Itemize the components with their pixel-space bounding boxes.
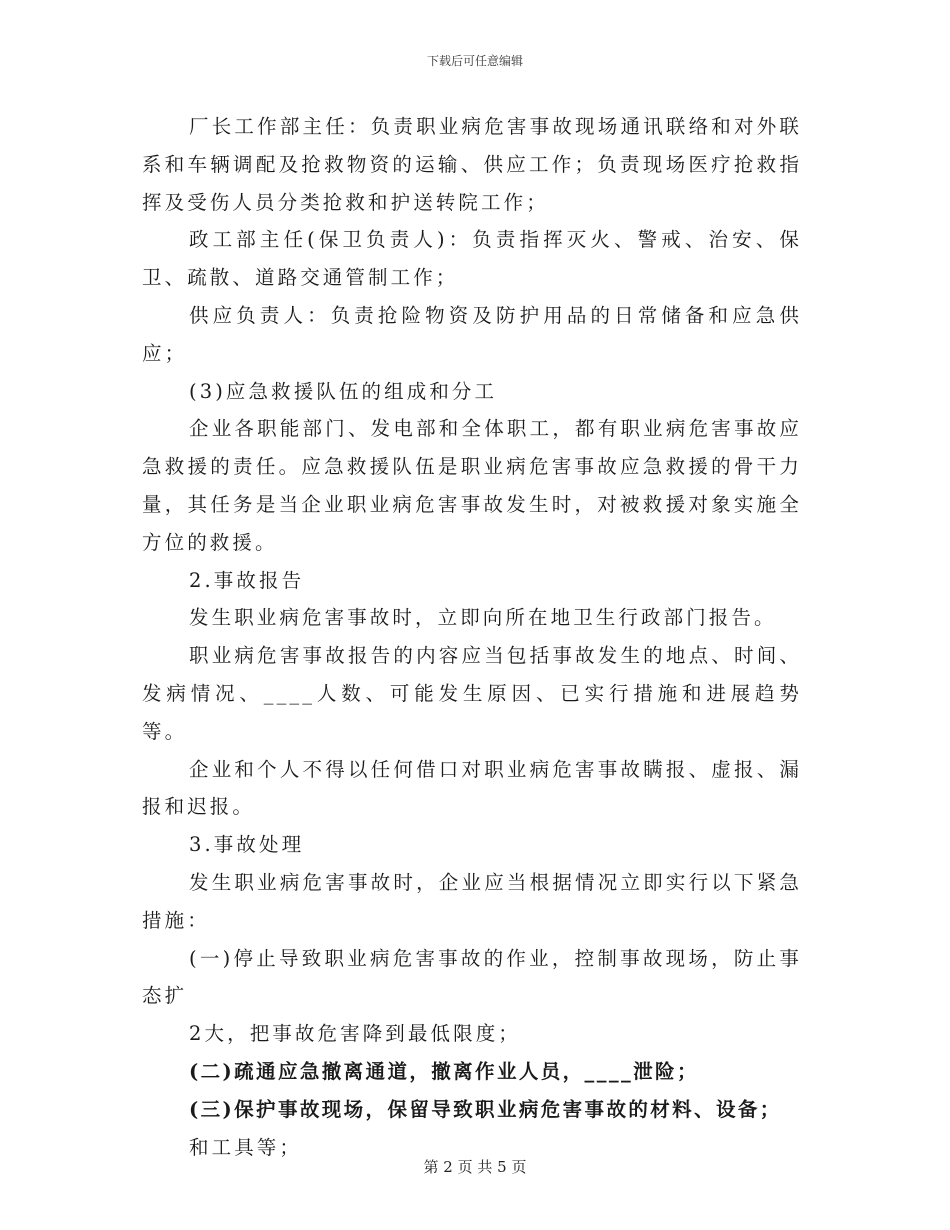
paragraph-report-immediately: 发生职业病危害事故时，立即向所在地卫生行政部门报告。 (189, 606, 777, 630)
paragraph-supply-duties: 供应负责人：负责抢险物资及防护用品的日常储备和应急供应； (142, 303, 802, 365)
paragraph-no-concealment: 企业和个人不得以任何借口对职业病危害事故瞒报、虚报、漏报和迟报。 (142, 757, 802, 819)
paragraph-political-dept-duties: 政工部主任(保卫负责人)：负责指挥灭火、警戒、治安、保卫、疏散、道路交通管制工作； (142, 228, 802, 290)
list-item-measure-3: (三)保护事故现场，保留导致职业病危害事故的材料、设备； (189, 1097, 782, 1121)
paragraph-emergency-measures: 发生职业病危害事故时，企业应当根据情况立即实行以下紧急措施： (142, 870, 802, 932)
section-heading-accident-report: 2.事故报告 (189, 568, 305, 592)
paragraph-report-content: 职业病危害事故报告的内容应当包括事故发生的地点、时间、发病情况、____人数、可能发生原因、已实行措施和进展趋势等。 (142, 644, 802, 743)
document-body (142, 108, 802, 1166)
page-number: 第 2 页 共 5 页 (423, 1158, 527, 1176)
section-heading-rescue-team: (3)应急救援队伍的组成和分工 (189, 379, 498, 403)
list-item-measure-2: (二)疏通应急撤离通道，撤离作业人员，____泄险； (189, 1059, 699, 1083)
paragraph-factory-director-duties: 厂长工作部主任：负责职业病危害事故现场通讯联络和对外联系和车辆调配及抢救物资的运输、供应工作；负责现场医疗抢救指挥及受伤人员分类抢救和护送转院工作； (142, 115, 802, 214)
list-item-measure-1-cont: 2大，把事故危害降到最低限度； (189, 1022, 521, 1046)
list-item-measure-3-cont: 和工具等； (189, 1135, 303, 1159)
section-heading-accident-handling: 3.事故处理 (189, 833, 305, 857)
list-item-measure-1: (一)停止导致职业病危害事故的作业，控制事故现场，防止事态扩 (142, 946, 802, 1008)
paragraph-rescue-team: 企业各职能部门、发电部和全体职工，都有职业病危害事故应急救援的责任。应急救援队伍是职业病危害事故应急救援的骨干力量，其任务是当企业职业病危害事故发生时，对被救援对象实施全方位的救援。 (142, 417, 802, 554)
page-header: 下载后可任意编辑 (426, 54, 523, 68)
